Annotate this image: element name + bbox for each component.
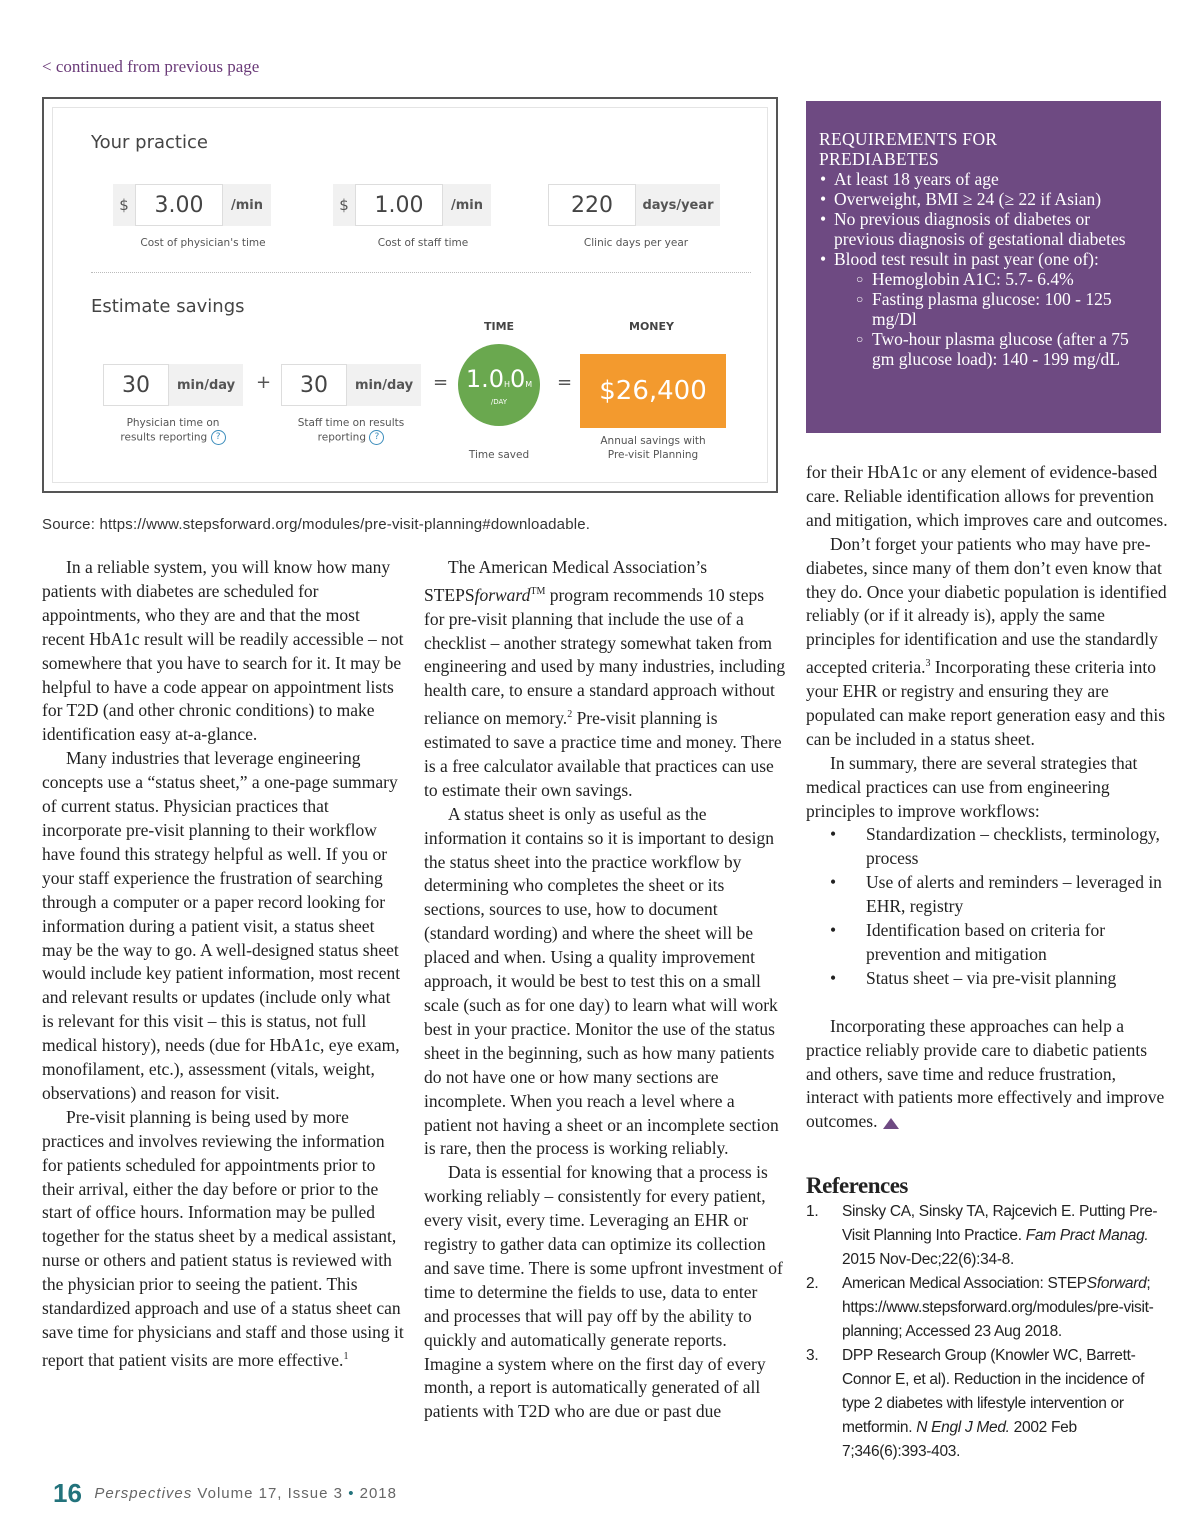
paragraph: Many industries that leverage engineering concepts use a “status sheet,” a one-page summary of current status. Physician practices that incorporate pre-visit planning to their workflow have found this strategy helpful as well. If you or your staff experience the frustration of searching through a computer or a paper record looking for information during a patient visit, a status sheet may be the way to go. A well-designed status sheet would include key patient information, most recent and relevant results or updates (include only what is relevant for this visit – this is status, not full medical history), needs (due for HbA1c, eye exam, monofilament, etc.), assessment (vitals, weight, observations) and reason for visit. [42,748,401,1103]
paragraph [42,1106,404,1373]
reference-item: 2. American Medical Association: STEPSforward; https://www.stepsforward.org/modules/pre-visit-planning; Accessed 23 Aug 2018. [806,1275,1154,1340]
sub-list-item: ○ Hemoglobin A1C: 5.7- 6.4% [872,269,1149,289]
physician-cost-caption: Cost of physician's time [140,237,266,249]
staff-time-input[interactable]: 30 [281,364,347,406]
dollar-prefix: $ [113,184,135,226]
paragraph: for their HbA1c or any element of evidence-based care. Reliable identification allows for prevention and mitigation, which improves care and outcomes. [806,462,1168,530]
list-item-text: Blood test result in past year (one of): [834,249,1099,269]
physician-time-caption [103,416,243,445]
references-list [806,1200,1168,1464]
calculator-panel [52,107,768,483]
money-heading: MONEY [629,320,674,333]
column-3 [806,461,1168,1134]
caption-line: Pre-visit Planning [607,449,699,461]
sidebar-title-line: REQUIREMENTS FOR [819,129,998,149]
paragraph: In summary, there are several strategies that medical practices can use from engineering principles to improve workflows: [806,752,1138,821]
reference-item: 3. DPP Research Group (Knowler WC, Barrett-Connor E, et al). Reduction in the incidence of type 2 diabetes with lifestyle intervention or metformin. N Engl J Med. 2002 Feb 7;346(6):393-403. [806,1347,1145,1460]
caption-line: Annual savings with [600,435,706,447]
footnote-ref: 1 [343,1350,349,1362]
time-saved-value: 1.0H0M [465,365,533,393]
unit-label: min/day [169,364,243,406]
staff-cost-caption: Cost of staff time [377,237,469,249]
requirements-list [819,169,1149,369]
unit-label: days/year [636,184,720,226]
list-item [834,249,1149,369]
paragraph-text: Pre-visit planning is being used by more practices and involves reviewing the information for patients scheduled for appointments prior to their arrival, either the day before or prior to the start of office hours. Information may be pulled together for the status sheet by a medical assistant, nurse or others and patient status is reviewed with the physician prior to seeing the patient. This standardized approach and use of a status sheet can save time for physicians and staff and those using it report that patient visits are more effective. [42,1106,404,1370]
sidebar-title [819,129,1149,169]
paragraph: Don’t forget your patients who may have pre-diabetes, since many of them don’t even know that they do. Once your diabetic population is identified reliably (or if it already is), apply the same principles for identification and use the standardly accepted criteria.$^3$ Incorporating these criteria into your EHR or registry and ensuring they are populated can make report generation easy and this can be included in a status sheet. [806,533,1167,749]
page-number: 16 [53,1478,82,1508]
clinic-days-caption: Clinic days per year [583,237,689,249]
staff-time-caption [281,416,421,445]
estimate-title: Estimate savings [91,296,245,317]
calculator-figure [42,97,778,493]
staff-time-field[interactable] [281,364,421,406]
sub-list-item: ○ Fasting plasma glucose: 100 - 125 mg/Dl [872,289,1149,329]
physician-cost-input[interactable]: 3.00 [135,184,223,226]
list-item: • Status sheet – via pre-visit planning [830,967,1117,988]
time-saved-circle [458,344,540,426]
caption-line: results reporting [120,431,208,444]
help-icon[interactable]: ? [369,430,384,445]
unit-label: /min [443,184,491,226]
list-item: • No previous diagnosis of diabetes or previous diagnosis of gestational diabetes [834,209,1149,249]
strategies-list [806,823,1168,990]
equals-sign: = [557,372,573,393]
prediabetes-requirements-box [806,101,1161,433]
staff-cost-field[interactable] [333,184,491,226]
sub-list-item: ○ Two-hour plasma glucose (after a 75 gm glucose load): 140 - 199 mg/dL [872,329,1149,369]
paragraph: In a reliable system, you will know how many patients with diabetes are scheduled for appointments, who they are and that the most recent HbA1c result will be readily accessible – not somewhere that you have to search for it. It may be helpful to have a code appear on appointment lists for T2D (and other chronic conditions) to make identification easy at-a-glance. [42,557,404,745]
unit-label: /min [223,184,271,226]
paragraph: Data is essential for knowing that a process is working reliably – consistently for every patient, every visit, every time. Leveraging an EHR or registry to gather data can optimize its collection and save time. There is some upfront investment of time to determine the fields to use, data to enter and processes that will pay off by the ability to quickly and automatically generate reports. Imagine a system where on the first day of every month, a report is automatically generated of all patients with T2D who are due or past due [424,1162,783,1422]
paragraph: Incorporating these approaches can help a practice reliably provide care to diabetic patients and others, save time and reduce frustration, interact with patients more effectively and improve outcomes. [806,1015,1165,1132]
blood-test-sublist [834,269,1149,369]
time-heading: TIME [484,320,515,333]
column-2 [424,556,786,1424]
paragraph: A status sheet is only as useful as the information it contains so it is important to design the status sheet into the practice workflow by determining who completes the sheet or its sections, sources to use, how to document (standard wording) and where the sheet will be placed and when. Using a quality improvement approach, it would be best to test this on a small scale (such as for one day) to learn what will work best in your practice. Monitor the use of the status sheet in the beginning, such as how many patients do not have one or how many sections are incomplete. When you reach a level where a patient not having a sheet or an incomplete section is rare, then the process is working reliably. [424,803,779,1159]
page-footer [53,1478,397,1509]
list-item: • At least 18 years of age [834,169,1149,189]
physician-time-field[interactable] [103,364,243,406]
caption-line: Staff time on results [297,417,405,429]
help-icon[interactable]: ? [211,430,226,445]
plus-sign: + [256,372,272,393]
money-saved-box: $26,400 [580,354,726,428]
divider [91,272,751,273]
equals-sign: = [433,372,449,393]
reference-item: 1. Sinsky CA, Sinsky TA, Rajcevich E. Putting Pre-Visit Planning Into Practice. Fam Pract Manag. 2015 Nov-Dec;22(6):34-8. [806,1203,1158,1268]
clinic-days-input[interactable]: 220 [548,184,636,226]
per-day-label: /DAY [490,398,508,406]
list-item: • Use of alerts and reminders – leveraged in EHR, registry [830,872,1162,917]
money-saved-caption [580,434,726,462]
caption-line: Physician time on [126,417,220,429]
practice-title: Your practice [91,132,208,153]
references-heading: References [806,1173,908,1198]
continued-link[interactable]: < continued from previous page [42,57,260,76]
dollar-prefix: $ [333,184,355,226]
figure-source: Source: https://www.stepsforward.org/modules/pre-visit-planning#downloadable. [42,516,591,533]
list-item: • Standardization – checklists, terminology, process [830,824,1160,869]
physician-cost-field[interactable] [113,184,271,226]
time-saved-caption: Time saved [468,449,530,461]
end-mark-icon [883,1118,899,1129]
paragraph: The American Medical Association’s STEPSforward™ program recommends 10 steps for pre-visit planning that include the use of a checklist – another strategy somewhat taken from engineering and used by many industries, including health care, to ensure a standard approach without reliance on memory.$^2$ Pre-visit planning is estimated to save a practice time and money. There is a free calculator available that practices can use to estimate their own savings. [424,557,786,800]
column-1 [42,556,404,1373]
list-item: • Identification based on criteria for prevention and mitigation [830,920,1106,964]
list-item: • Overweight, BMI ≥ 24 (≥ 22 if Asian) [834,189,1149,209]
clinic-days-field[interactable] [548,184,720,226]
publication-info: Perspectives Volume 17, Issue 3 • 2018 [94,1484,397,1502]
staff-cost-input[interactable]: 1.00 [355,184,443,226]
unit-label: min/day [347,364,421,406]
sidebar-title-line: PREDIABETES [819,149,939,169]
physician-time-input[interactable]: 30 [103,364,169,406]
caption-line: reporting [317,431,366,444]
